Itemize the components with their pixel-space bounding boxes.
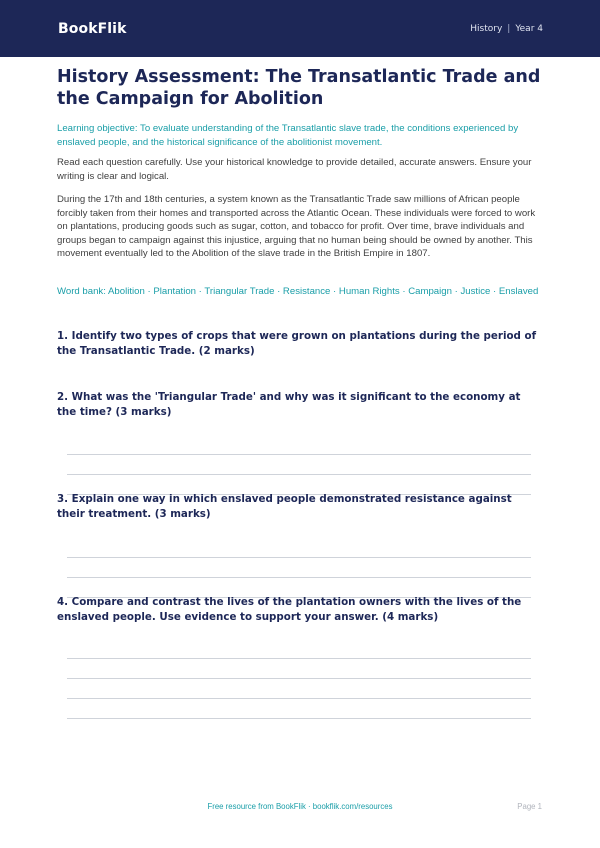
page-title: History Assessment: The Transatlantic Trade and the Campaign for Abolition (57, 67, 541, 109)
answer-line[interactable] (67, 577, 531, 578)
footer (0, 802, 600, 814)
question-1: 1. Identify two types of crops that were grown on plantations during the period of the Transatlantic Trade. (2 marks) (57, 330, 537, 357)
brand-logo: BookFlik (58, 20, 127, 37)
answer-line[interactable] (67, 678, 531, 679)
answer-line[interactable] (67, 658, 531, 659)
instructions-text: Read each question carefully. Use your historical knowledge to provide detailed, accurate answers. Ensure your writing is clear and logical. (57, 157, 532, 182)
subject-year-label (470, 24, 543, 34)
learning-objective: Learning objective: To evaluate understanding of the Transatlantic slave trade, the conditions experienced by enslaved people, and the historical significance of the abolitionist movement. (57, 123, 519, 148)
question-2: 2. What was the 'Triangular Trade' and why was it significant to the economy at the time? (3 marks) (57, 391, 521, 418)
subject-label: History (470, 23, 503, 34)
answer-line[interactable] (67, 474, 531, 475)
word-bank: Word bank: Abolition · Plantation · Triangular Trade · Resistance · Human Rights · Campaign · Justice · Enslaved (57, 286, 539, 297)
question-4: 4. Compare and contrast the lives of the plantation owners with the lives of the enslaved people. Use evidence to support your answer. (4 marks) (57, 596, 522, 623)
footer-text[interactable]: Free resource from BookFlik · bookflik.com/resources (207, 802, 393, 811)
answer-line[interactable] (67, 718, 531, 719)
meta-separator: | (507, 23, 511, 34)
header-bar (0, 0, 600, 57)
page-number: Page 1 (517, 802, 542, 811)
source-passage: During the 17th and 18th centuries, a system known as the Transatlantic Trade saw millions of African people forcibly taken from their homes and transported across the Atlantic Ocean. These individuals were forced to work on plantations, producing goods such as sugar, cotton, and tobacco for profit. Over time, brave individuals and groups began to campaign against this injustice, arguing that no human being should be owned by another. This movement eventually led to the Abolition of the slave trade in the British Empire in 1807. (57, 194, 536, 259)
answer-line[interactable] (67, 698, 531, 699)
year-label: Year 4 (515, 23, 543, 34)
answer-line[interactable] (67, 454, 531, 455)
answer-line[interactable] (67, 557, 531, 558)
question-3: 3. Explain one way in which enslaved people demonstrated resistance against their treatment. (3 marks) (57, 493, 512, 520)
